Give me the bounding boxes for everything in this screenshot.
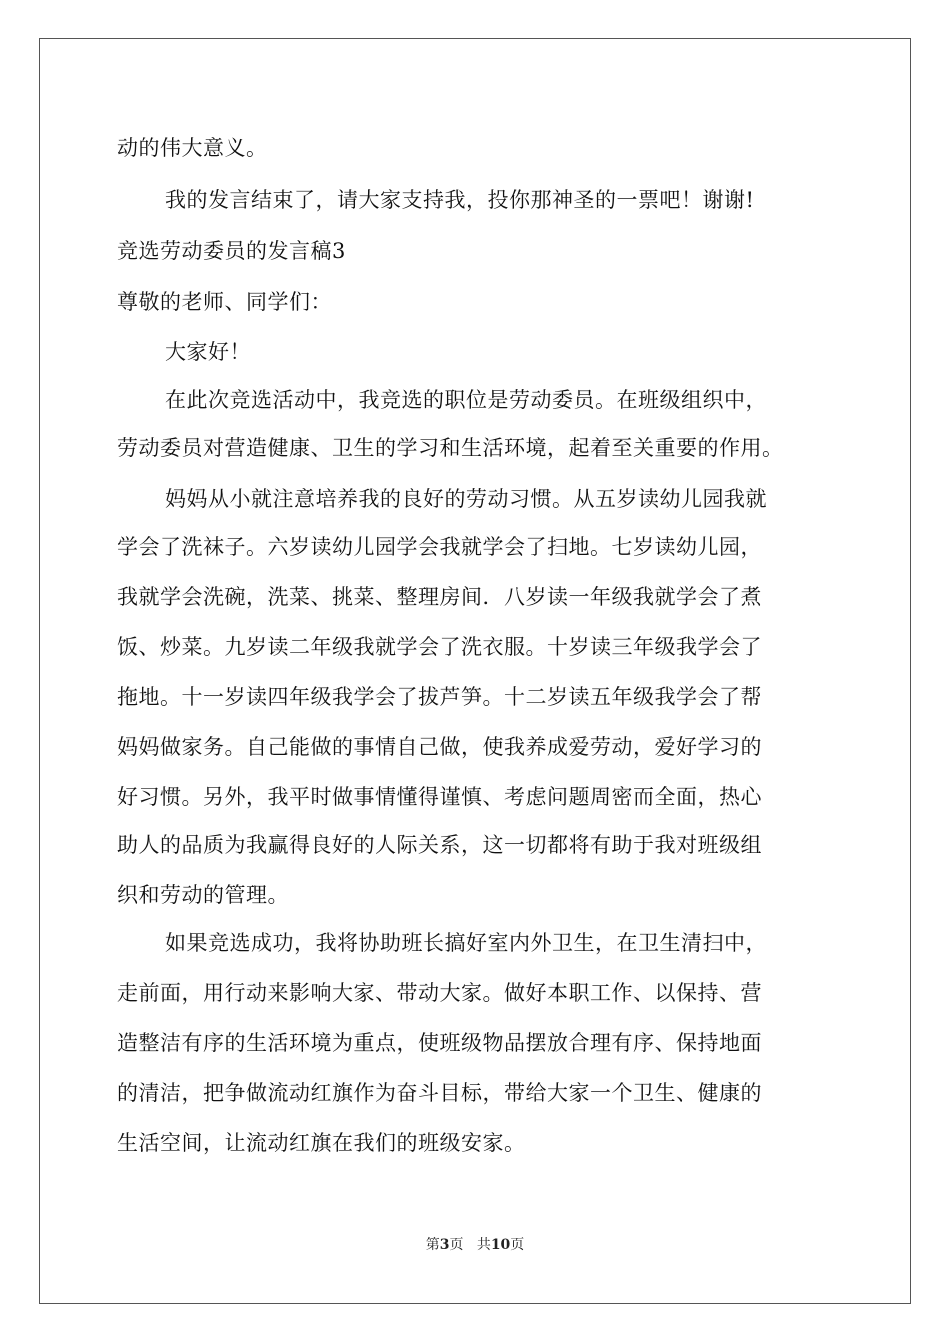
page-border: [39, 38, 911, 1304]
page-prefix: 第: [425, 1237, 440, 1253]
salutation: 尊敬的老师、同学们：: [117, 290, 332, 314]
text-line: 我的发言结束了，请大家支持我，投你那神圣的一票吧！谢谢!: [165, 188, 755, 212]
greeting: 大家好！: [165, 340, 251, 364]
current-page-number: 3: [439, 1237, 450, 1253]
text-line: 织和劳动的管理。: [117, 883, 289, 907]
text-line: 的清洁，把争做流动红旗作为奋斗目标，带给大家一个卫生、健康的: [117, 1081, 762, 1105]
text-line: 拖地。十一岁读四年级我学会了拔芦笋。十二岁读五年级我学会了帮: [117, 685, 762, 709]
text-line: 学会了洗袜子。六岁读幼儿园学会我就学会了扫地。七岁读幼儿园，: [117, 535, 762, 559]
section-heading: 竞选劳动委员的发言稿3: [117, 239, 346, 263]
text-line: 动的伟大意义。: [117, 136, 268, 160]
text-line: 助人的品质为我赢得良好的人际关系，这一切都将有助于我对班级组: [117, 833, 762, 857]
total-page-number: 10: [490, 1237, 511, 1253]
page-footer: [0, 1236, 950, 1254]
text-line: 妈妈做家务。自己能做的事情自己做，使我养成爱劳动，爱好学习的: [117, 735, 762, 759]
text-line: 生活空间，让流动红旗在我们的班级安家。: [117, 1131, 526, 1155]
text-line: 饭、炒菜。九岁读二年级我就学会了洗衣服。十岁读三年级我学会了: [117, 635, 762, 659]
total-prefix: 共: [476, 1237, 491, 1253]
text-line: 劳动委员对营造健康、卫生的学习和生活环境，起着至关重要的作用。: [117, 436, 784, 460]
text-line: 在此次竞选活动中，我竞选的职位是劳动委员。在班级组织中，: [165, 388, 767, 412]
text-line: 我就学会洗碗，洗菜、挑菜、整理房间．八岁读一年级我就学会了煮: [117, 585, 762, 609]
text-line: 造整洁有序的生活环境为重点，使班级物品摆放合理有序、保持地面: [117, 1031, 762, 1055]
text-line: 如果竞选成功，我将协助班长搞好室内外卫生，在卫生清扫中，: [165, 931, 767, 955]
text-line: 妈妈从小就注意培养我的良好的劳动习惯。从五岁读幼儿园我就: [165, 487, 767, 511]
text-line: 走前面，用行动来影响大家、带动大家。做好本职工作、以保持、营: [117, 981, 762, 1005]
page-unit: 页: [449, 1237, 464, 1253]
total-unit: 页: [510, 1237, 525, 1253]
text-line: 好习惯。另外，我平时做事情懂得谨慎、考虑问题周密而全面，热心: [117, 785, 762, 809]
